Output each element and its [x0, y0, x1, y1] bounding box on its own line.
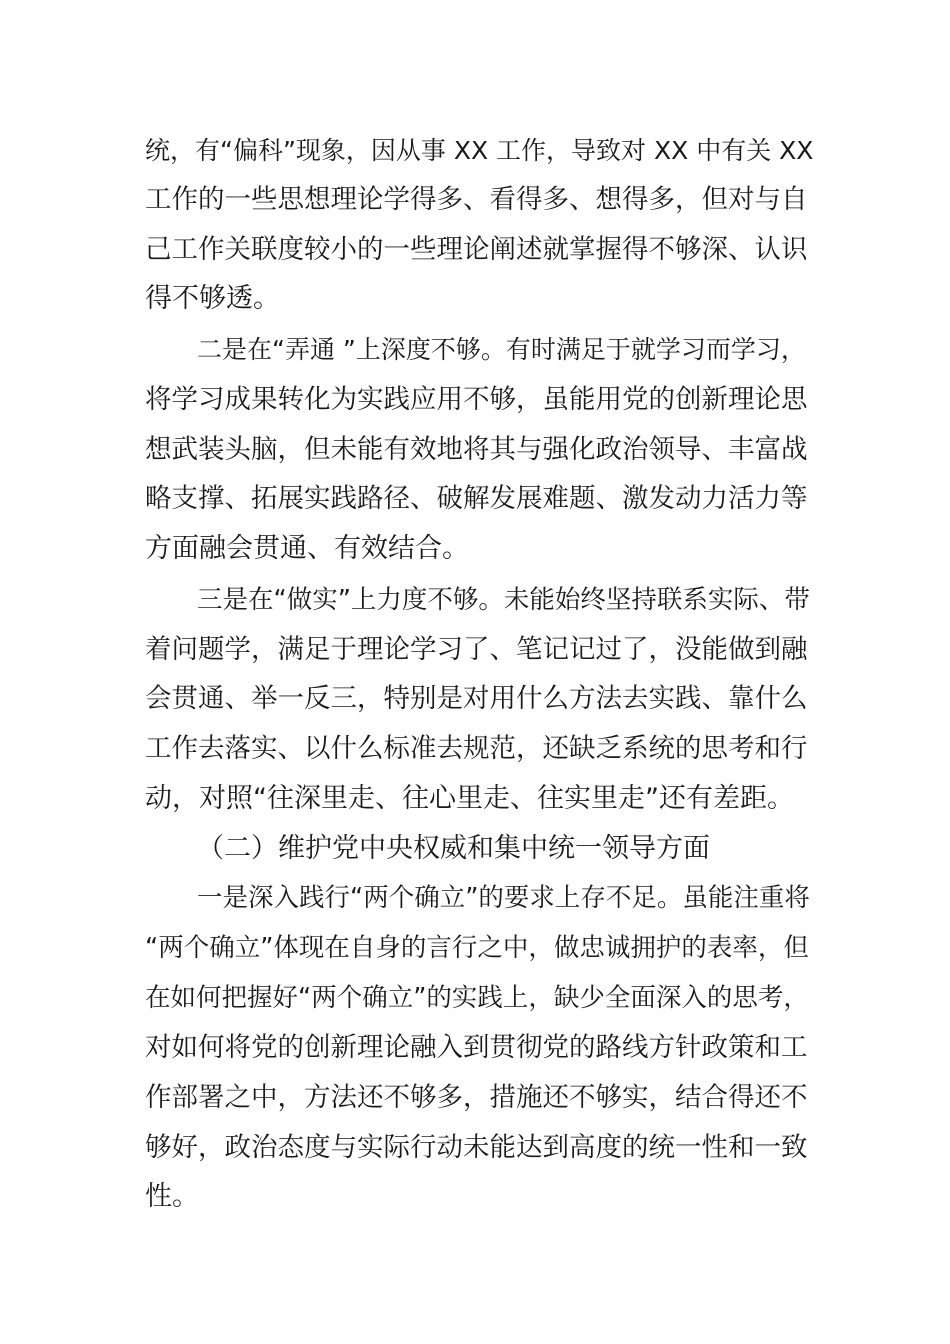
paragraph-first-line: 二是在“弄通 ”上深度不够。有时满足于就学习而学习， [197, 335, 806, 364]
section-heading: （二）维护党中央权威和集中统一领导方面 [197, 833, 710, 864]
text-line: 着问题学，满足于理论学习了、笔记记过了，没能做到融 [145, 634, 808, 665]
text-line: 够好，政治态度与实际行动未能达到高度的统一性和一致 [145, 1132, 808, 1163]
text-line: 工作去落实、以什么标准去规范，还缺乏系统的思考和行 [145, 733, 808, 764]
text-line: 动，对照“往深里走、往心里走、往实里走”还有差距。 [145, 783, 794, 814]
paragraph-first-line: 三是在“做实”上力度不够。未能始终坚持联系实际、带 [197, 585, 810, 615]
text-line: 统，有“偏科”现象，因从事 XX 工作，导致对 XX 中有关 XX [145, 136, 814, 165]
text-line: 在如何把握好“两个确立”的实践上，缺少全面深入的思考， [145, 983, 809, 1013]
text-line: 工作的一些思想理论学得多、看得多、想得多，但对与自 [145, 184, 808, 215]
text-line: 会贯通、举一反三，特别是对用什么方法去实践、靠什么 [145, 683, 808, 714]
text-line: 想武装头脑，但未能有效地将其与强化政治领导、丰富战 [145, 434, 808, 465]
text-line: 作部署之中，方法还不够多，措施还不够实，结合得还不 [145, 1082, 808, 1113]
text-line: 方面融会贯通、有效结合。 [145, 533, 469, 564]
text-line: 对如何将党的创新理论融入到贯彻党的路线方针政策和工 [145, 1032, 808, 1063]
text-line: 性。 [145, 1181, 199, 1212]
paragraph-first-line: 一是深入践行“两个确立”的要求上存不足。虽能注重将 [197, 883, 810, 913]
text-line: 将学习成果转化为实践应用不够，虽能用党的创新理论思 [145, 384, 808, 415]
text-line: 略支撑、拓展实践路径、破解发展难题、激发动力活力等 [145, 483, 808, 514]
text-line: 得不够透。 [145, 283, 280, 314]
text-line: 己工作关联度较小的一些理论阐述就掌握得不够深、认识 [145, 234, 808, 265]
text-line: “两个确立”体现在自身的言行之中，做忠诚拥护的表率，但 [145, 933, 809, 963]
